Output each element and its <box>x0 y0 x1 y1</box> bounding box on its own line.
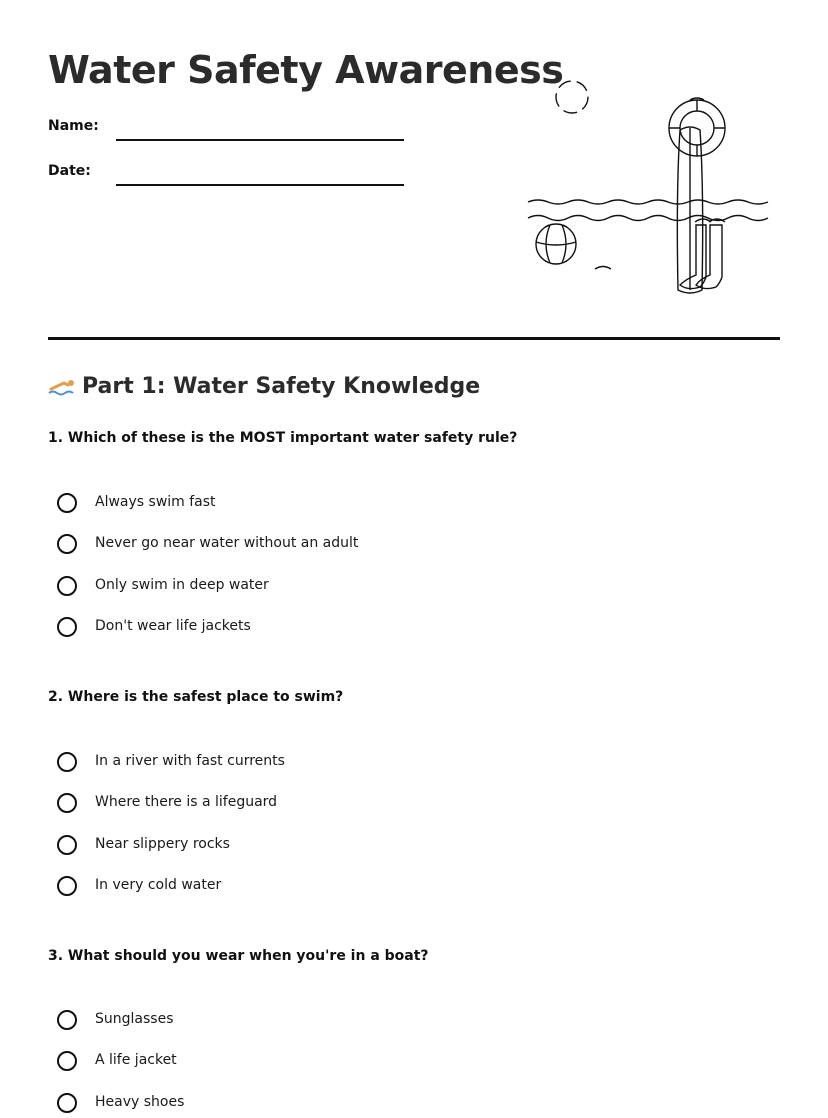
name-input-line[interactable] <box>116 139 404 141</box>
option-label: Where there is a lifeguard <box>95 794 278 810</box>
date-input-line[interactable] <box>116 184 404 186</box>
q1-option-2[interactable] <box>57 531 359 557</box>
option-label: In a river with fast currents <box>95 753 285 769</box>
option-label: A life jacket <box>95 1052 177 1068</box>
option-label: Don't wear life jackets <box>95 618 251 634</box>
q2-option-4[interactable] <box>57 873 222 899</box>
option-label: Heavy shoes <box>95 1094 185 1110</box>
q3-option-1[interactable] <box>57 1007 174 1033</box>
q2-option-3[interactable] <box>57 832 230 858</box>
q2-option-1[interactable] <box>57 749 285 775</box>
section-divider <box>48 337 780 340</box>
swimmer-icon <box>48 377 76 397</box>
radio-button[interactable] <box>57 876 77 896</box>
q1-option-4[interactable] <box>57 614 251 640</box>
radio-button[interactable] <box>57 1051 77 1071</box>
name-label: Name: <box>48 118 99 134</box>
option-label: In very cold water <box>95 877 222 893</box>
sun-icon <box>556 81 588 113</box>
radio-button[interactable] <box>57 752 77 772</box>
question-1: 1. Which of these is the MOST important water safety rule? <box>48 430 518 446</box>
option-label: Always swim fast <box>95 494 216 510</box>
section-title-text: Part 1: Water Safety Knowledge <box>82 374 481 399</box>
section-title <box>48 374 480 399</box>
option-label: Sunglasses <box>95 1011 174 1027</box>
life-ring-icon <box>669 98 725 156</box>
q2-option-2[interactable] <box>57 790 278 816</box>
page-title: Water Safety Awareness <box>48 48 564 92</box>
radio-button[interactable] <box>57 1093 77 1113</box>
radio-button[interactable] <box>57 835 77 855</box>
question-2: 2. Where is the safest place to swim? <box>48 689 344 705</box>
beach-illustration <box>520 70 770 300</box>
q1-option-3[interactable] <box>57 573 269 599</box>
radio-button[interactable] <box>57 793 77 813</box>
radio-button[interactable] <box>57 617 77 637</box>
option-label: Near slippery rocks <box>95 836 230 852</box>
q3-option-3[interactable] <box>57 1090 185 1116</box>
radio-button[interactable] <box>57 576 77 596</box>
radio-button[interactable] <box>57 493 77 513</box>
radio-button[interactable] <box>57 534 77 554</box>
question-3: 3. What should you wear when you're in a boat? <box>48 948 429 964</box>
beach-ball-icon <box>536 224 576 264</box>
option-label: Never go near water without an adult <box>95 535 359 551</box>
radio-button[interactable] <box>57 1010 77 1030</box>
option-label: Only swim in deep water <box>95 577 269 593</box>
q3-option-2[interactable] <box>57 1048 177 1074</box>
date-label: Date: <box>48 163 91 179</box>
q1-option-1[interactable] <box>57 490 216 516</box>
